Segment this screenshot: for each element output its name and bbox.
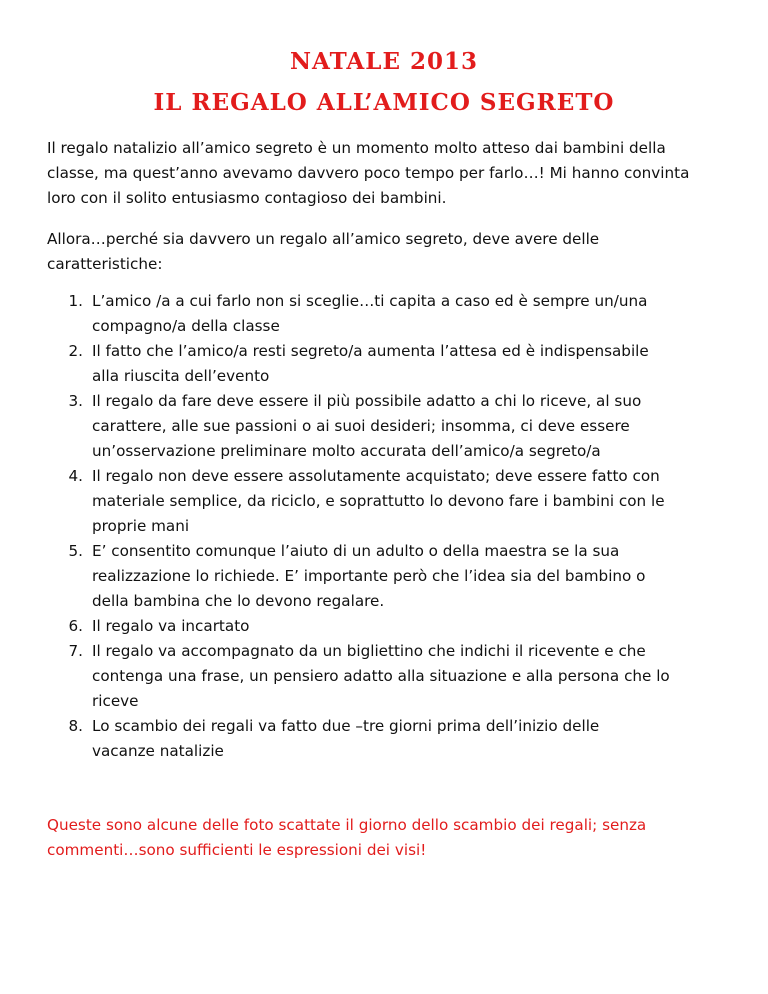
list-item-number: 8. [68,717,83,735]
intro-line: classe, ma quest’anno avevamo davvero poco tempo per farlo…! Mi hanno convinta [47,164,690,182]
document-subtitle: IL REGALO ALL’AMICO SEGRETO [153,89,615,116]
closing-line: Queste sono alcune delle foto scattate il giorno dello scambio dei regali; senza [47,816,647,834]
intro-paragraph [47,136,737,211]
list-item-line: Il regalo non deve essere assolutamente acquistato; deve essere fatto con [92,467,660,485]
list-item-line: L’amico /a a cui farlo non si sceglie…ti capita a caso ed è sempre un/una [92,292,648,310]
list-item-line: compagno/a della classe [92,317,280,335]
list-item [47,289,747,339]
list-item-line: della bambina che lo devono regalare. [92,592,385,610]
list-item [47,389,747,464]
list-item [47,539,747,614]
list-item-line: riceve [92,692,139,710]
list-item-line: E’ consentito comunque l’aiuto di un adulto o della maestra se la sua [92,542,620,560]
list-item-line: contenga una frase, un pensiero adatto alla situazione e alla persona che lo [92,667,670,685]
list-item [47,639,747,714]
list-item [47,464,747,539]
list-item-line: Il regalo va accompagnato da un bigliettino che indichi il ricevente e che [92,642,646,660]
requirements-intro-line: Allora…perché sia davvero un regalo all’amico segreto, deve avere delle [47,230,600,248]
rules-list [47,289,747,764]
intro-line: loro con il solito entusiasmo contagioso dei bambini. [47,189,447,207]
requirements-intro-line: caratteristiche: [47,255,163,273]
list-item-line: Lo scambio dei regali va fatto due –tre giorni prima dell’inizio delle [92,717,600,735]
list-item [47,339,747,389]
list-item-line: carattere, alle sue passioni o ai suoi desideri; insomma, ci deve essere [92,417,630,435]
list-item-line: proprie mani [92,517,190,535]
list-item-number: 4. [68,467,83,485]
requirements-intro-paragraph [47,227,737,277]
closing-paragraph [47,813,737,863]
list-item-line: materiale semplice, da riciclo, e soprattutto lo devono fare i bambini con le [92,492,665,510]
closing-line: commenti…sono sufficienti le espressioni dei visi! [47,841,427,859]
list-item-line: Il regalo da fare deve essere il più possibile adatto a chi lo riceve, al suo [92,392,642,410]
list-item-line: Il regalo va incartato [92,617,250,635]
list-item [47,714,747,764]
list-item-line: realizzazione lo richiede. E’ importante però che l’idea sia del bambino o [92,567,646,585]
list-item-number: 5. [68,542,83,560]
list-item-line: vacanze natalizie [92,742,224,760]
list-item-number: 2. [68,342,83,360]
list-item-number: 7. [68,642,83,660]
list-item-line: alla riuscita dell’evento [92,367,270,385]
list-item-number: 6. [68,617,83,635]
document-title: NATALE 2013 [289,48,479,75]
list-item [47,614,747,639]
list-item-line: un’osservazione preliminare molto accurata dell’amico/a segreto/a [92,442,601,460]
intro-line: Il regalo natalizio all’amico segreto è un momento molto atteso dai bambini della [47,139,666,157]
list-item-number: 3. [68,392,83,410]
list-item-number: 1. [68,292,83,310]
list-item-line: Il fatto che l’amico/a resti segreto/a aumenta l’attesa ed è indispensabile [92,342,649,360]
